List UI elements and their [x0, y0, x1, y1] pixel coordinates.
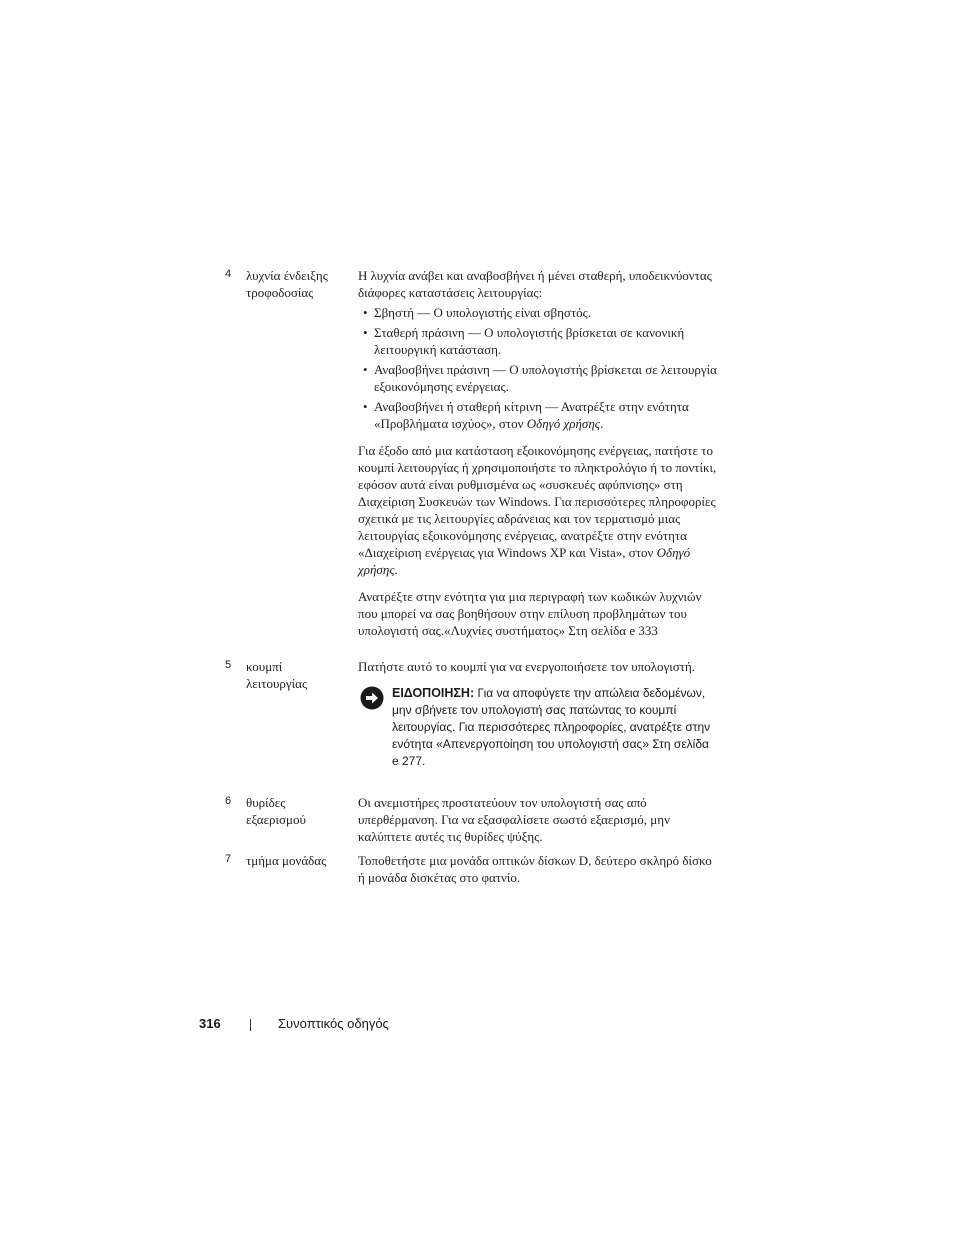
notice-text: Για να αποφύγετε την απώλεια δεδομένων, μην σβήνετε τον υπολογιστή σας πατώντας το κουμπί λειτουργίας. Για περισσότερες πληροφορίες, ανατρέξτε στην ενότητα «Απενεργοποίηση του υπολογιστή σας» Στη σελίδα e 277.: [392, 686, 711, 768]
item-label: τμήμα μονάδας: [246, 853, 327, 868]
notice-box: [358, 685, 718, 770]
item-label: κουμπί λειτουργίας: [246, 659, 308, 691]
notice-arrow-icon: [360, 686, 384, 710]
list-item: • Σβηστή — Ο υπολογιστής είναι σβηστός.: [358, 304, 718, 321]
lights-paragraph: Ανατρέξτε στην ενότητα για μια περιγραφή των κωδικών λυχνιών που μπορεί να σας βοηθήσουν στην επίλυση προβλημάτων του υπολογιστή σας.«Λυχνίες συστήματος» Στη σελίδα e 333: [358, 589, 702, 638]
item-number: 6: [225, 795, 232, 807]
list-item: • Σταθερή πράσινη — Ο υπολογιστής βρίσκεται σε κανονική λειτουργική κατάσταση.: [358, 324, 718, 358]
item-description: Οι ανεμιστήρες προστατεύουν τον υπολογιστή σας από υπερθέρμανση. Για να εξασφαλίσετε σωστό εξαερισμό, μην καλύπτετε αυτές τις θυρίδες ψύξης.: [358, 795, 670, 844]
footer-separator: [250, 1019, 251, 1031]
intro-paragraph: Η λυχνία ανάβει και αναβοσβήνει ή μένει σταθερή, υποδεικνύοντας διάφορες καταστάσεις λειτουργίας:: [358, 268, 712, 300]
list-item: • Αναβοσβήνει πράσινη — Ο υπολογιστής βρίσκεται σε λειτουργία εξοικονόμησης ενέργειας.: [358, 361, 718, 395]
status-list: [358, 304, 718, 432]
item-description: [358, 267, 718, 639]
item-description: Τοποθετήστε μια μονάδα οπτικών δίσκων D, δεύτερο σκληρό δίσκο ή μονάδα δισκέτας στο φατνίο.: [358, 853, 712, 885]
item-label: λυχνία ένδειξης τροφοδοσίας: [246, 268, 328, 300]
notice-label: ΕΙΔΟΠΟΙΗΣΗ:: [392, 686, 475, 700]
footer-title: Συνοπτικός οδηγός: [278, 1016, 389, 1031]
item-description: Πατήστε αυτό το κουμπί για να ενεργοποιήσετε τον υπολογιστή. ΕΙΔΟΠΟΙΗΣΗ: Για να αποφύγετε την απώλεια δεδομένων, μην σβήνετε τον υπολογιστή σας πατώντας το κουμπί λειτουργίας. Για περισσότερες πληροφορίες, ανατρέξτε στην ενότητα «Απενεργοποίηση του υπολογιστή σας» Στη σελίδα e 277.: [358, 658, 718, 770]
item-number: 5: [225, 659, 232, 671]
item-number: 7: [225, 853, 232, 865]
wake-paragraph: Για έξοδο από μια κατάσταση εξοικονόμησης ενέργειας, πατήστε το κουμπί λειτουργίας ή χρησιμοποιήστε το πληκτρολόγιο ή το ποντίκι, εφόσον αυτά είναι ρυθμισμένα ως «συσκευές αφύπνισης» στη Διαχείριση Συσκευών των Windows. Για περισσότερες πληροφορίες σχετικά με τις λειτουργίες αδράνειας και τον τερματισμό μιας λειτουργίας εξοικονόμησης ενέργειας, ανατρέξτε στην ενότητα «Διαχείριση ενέργειας για Windows XP και Vista», στον Οδηγό χρήσης.: [358, 443, 717, 577]
page-footer: [0, 1016, 954, 1036]
list-item: • Αναβοσβήνει ή σταθερή κίτρινη — Ανατρέξτε στην ενότητα «Προβλήματα ισχύος», στον Οδηγό χρήσης.: [358, 398, 718, 432]
item-label: θυρίδες εξαερισμού: [246, 795, 306, 827]
page-number: 316: [199, 1016, 221, 1031]
item-number: 4: [225, 268, 232, 280]
